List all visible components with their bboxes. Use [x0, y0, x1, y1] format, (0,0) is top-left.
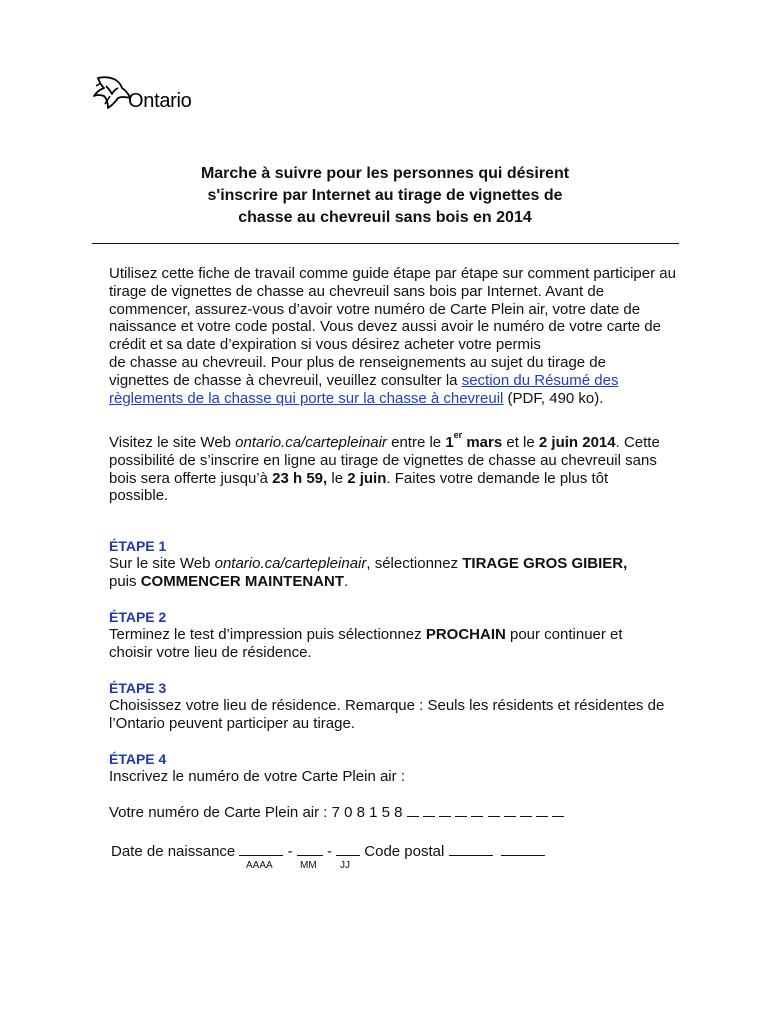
intro-line: tirage de vignettes de chasse au chevreuil sans bois par Internet. Avant de: [109, 282, 605, 300]
visit-text: bois sera offerte jusqu’à: [109, 469, 273, 487]
card-digit-blank[interactable]: [520, 804, 532, 817]
intro-paragraph: [109, 265, 689, 407]
postal-code-blank-2[interactable]: [501, 843, 545, 856]
intro-text: (PDF, 490 ko).: [503, 389, 604, 407]
draw-option: TIRAGE GROS GIBIER,: [462, 555, 628, 572]
dob-separator: -: [287, 843, 293, 860]
dob-separator: -: [326, 843, 332, 860]
site-url: ontario.ca/cartepleinair: [235, 434, 387, 451]
step-text: l’Ontario peuvent participer au tirage.: [109, 715, 355, 732]
visit-paragraph: [109, 430, 689, 505]
step-3-text: [109, 697, 689, 733]
step-2-heading: ÉTAPE 2: [109, 609, 167, 625]
start-day: 1: [445, 434, 454, 451]
ordinal-suffix: er: [453, 430, 463, 440]
visit-text: . Faites votre demande le plus tôt: [386, 469, 609, 487]
card-digit-blank[interactable]: [455, 804, 467, 817]
card-number-label: Votre numéro de Carte Plein air : 7 0 8 1 5 8: [109, 804, 403, 821]
visit-text: entre le: [386, 434, 446, 451]
step-text: Inscrivez le numéro de votre Carte Plein air :: [109, 768, 405, 785]
brand-name: Ontario: [128, 90, 192, 112]
card-digit-blank[interactable]: [488, 804, 500, 817]
summary-regulations-link-cont[interactable]: règlements de la chasse qui porte sur la chasse à chevreuil: [109, 389, 504, 407]
step-text: .: [344, 573, 349, 590]
step-1-heading: ÉTAPE 1: [109, 538, 167, 554]
dob-day-blank[interactable]: [336, 843, 360, 856]
intro-line: commencer, assurez-vous d’avoir votre numéro de Carte Plein air, votre date de: [109, 300, 641, 318]
visit-text: Visitez le site Web: [109, 434, 236, 451]
ontario-logo: [92, 74, 222, 114]
dob-label: Date de naissance: [111, 843, 236, 860]
step-text: choisir votre lieu de résidence.: [109, 644, 312, 661]
step-1-text: [109, 555, 689, 591]
year-hint: AAAA: [246, 860, 273, 871]
step-4-heading: ÉTAPE 4: [109, 751, 167, 767]
intro-line: naissance et votre code postal. Vous devez aussi avoir le numéro de votre carte de: [109, 318, 661, 336]
card-digit-blank[interactable]: [423, 804, 435, 817]
visit-text: . Cette: [615, 434, 660, 451]
deadline-time: 23 h 59,: [272, 469, 328, 487]
step-2-text: [109, 626, 689, 662]
card-digit-blank[interactable]: [552, 804, 564, 817]
site-url: ontario.ca/cartepleinair: [214, 555, 367, 572]
intro-text: vignettes de chasse à chevreuil, veuillez consulter la: [109, 371, 462, 389]
end-date: 2 juin 2014: [538, 434, 616, 451]
page-title: [110, 163, 660, 229]
intro-line: de chasse au chevreuil. Pour plus de renseignements au sujet du tirage de: [109, 353, 606, 371]
title-divider: [92, 243, 679, 244]
visit-text: et le: [502, 434, 539, 451]
intro-line: Utilisez cette fiche de travail comme guide étape par étape sur comment participer au: [109, 265, 676, 282]
title-line: chasse au chevreuil sans bois en 2014: [238, 209, 532, 226]
card-digit-blank[interactable]: [504, 804, 516, 817]
step-text: Terminez le test d’impression puis sélectionnez: [109, 626, 426, 643]
summary-regulations-link[interactable]: section du Résumé des: [461, 371, 619, 389]
title-line: Marche à suivre pour les personnes qui désirent: [200, 165, 570, 182]
step-3-heading: ÉTAPE 3: [109, 680, 167, 696]
month-hint: MM: [300, 860, 317, 871]
step-text: puis: [109, 573, 141, 590]
visit-text: le: [327, 469, 348, 487]
next-option: PROCHAIN: [425, 626, 506, 643]
dob-postal-row: [111, 843, 691, 861]
step-text: pour continuer et: [505, 626, 623, 643]
step-4-text: [109, 768, 689, 786]
visit-line: possibilité de s’inscrire en ligne au tirage de vignettes de chasse au chevreuil sans: [109, 451, 657, 469]
dob-year-blank[interactable]: [239, 843, 283, 856]
start-month: mars: [462, 434, 503, 451]
card-digit-blank[interactable]: [407, 804, 419, 817]
step-text: Sur le site Web: [109, 555, 215, 572]
card-number-row: [109, 804, 689, 822]
day-hint: JJ: [340, 860, 350, 871]
trillium-icon: [92, 74, 132, 112]
step-text: , sélectionnez: [366, 555, 463, 572]
card-digit-blank[interactable]: [471, 804, 483, 817]
start-now-option: COMMENCER MAINTENANT: [140, 573, 345, 590]
postal-code-blank-1[interactable]: [449, 843, 493, 856]
visit-line: possible.: [109, 487, 169, 505]
deadline-date: 2 juin: [347, 469, 387, 487]
step-text: Choisissez votre lieu de résidence. Remarque : Seuls les résidents et résidentes de: [109, 697, 665, 714]
card-digit-blank[interactable]: [439, 804, 451, 817]
intro-line: crédit et sa date d’expiration si vous désirez acheter votre permis: [109, 336, 541, 354]
card-digit-blank[interactable]: [536, 804, 548, 817]
postal-code-label: Code postal: [364, 843, 445, 860]
title-line: s'inscrire par Internet au tirage de vignettes de: [207, 187, 563, 204]
dob-month-blank[interactable]: [297, 843, 323, 856]
